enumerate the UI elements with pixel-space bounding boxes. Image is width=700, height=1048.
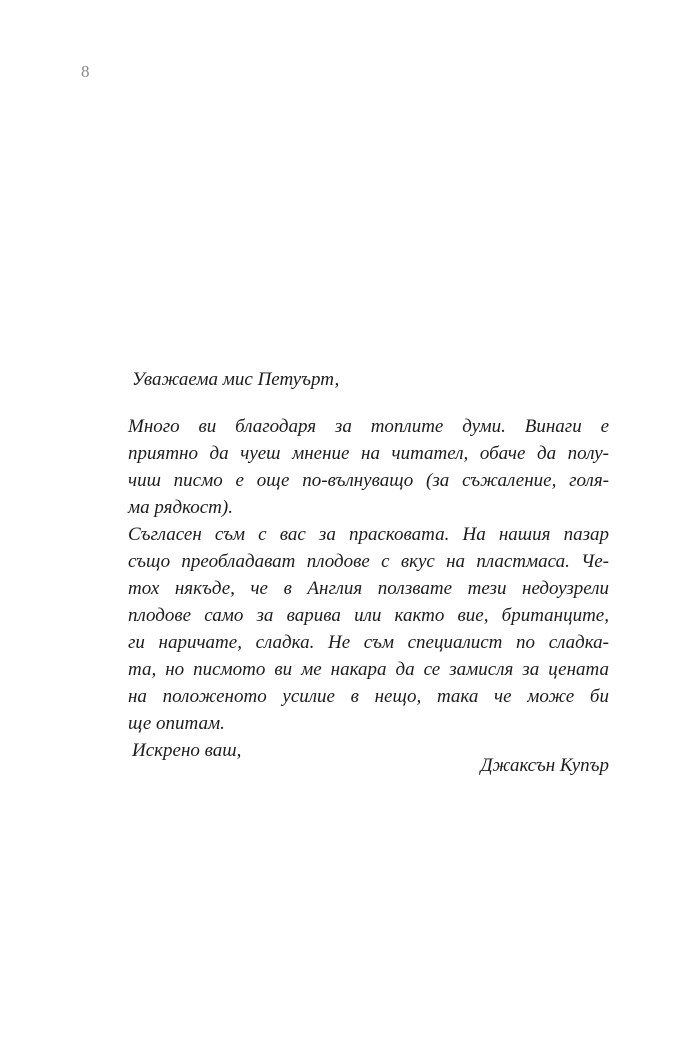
paragraph-2-line-7: на положеното усилие в нещо, така че може би — [128, 686, 609, 707]
letter-body — [128, 366, 609, 764]
paragraph-1-line-3: чиш писмо е още по-вълнуващо (за съжаление, голя- — [128, 470, 609, 491]
paragraph-2-line-5: ги наричате, сладка. Не съм специалист по сладка- — [128, 632, 609, 653]
page-number: 8 — [81, 62, 90, 81]
paragraph-2-line-3: тох някъде, че в Англия ползвате тези недоузрели — [128, 578, 609, 599]
paragraph-2-line-8: ще опитам. — [128, 713, 225, 734]
paragraph-1-line-4: ма рядкост). — [128, 497, 233, 518]
paragraph-1-line-2: приятно да чуеш мнение на читател, обаче да полу- — [128, 443, 609, 464]
paragraph-gap — [128, 393, 609, 413]
paragraph-2-line-6: та, но писмото ви ме накара да се замисля за цената — [128, 659, 609, 680]
closing: Искрено ваш, — [132, 740, 242, 761]
paragraph-1-line-1: Много ви благодаря за топлите думи. Винаги е — [128, 416, 609, 437]
signature: Джаксън Купър — [480, 755, 609, 776]
paragraph-2-line-1: Съгласен съм с вас за прасковата. На нашия пазар — [128, 524, 609, 545]
paragraph-2-line-2: също преобладават плодове с вкус на пластмаса. Че- — [128, 551, 609, 572]
paragraph-2-line-4: плодове само за варива или както вие, британците, — [128, 605, 609, 626]
salutation: Уважаема мис Петуърт, — [132, 369, 340, 390]
